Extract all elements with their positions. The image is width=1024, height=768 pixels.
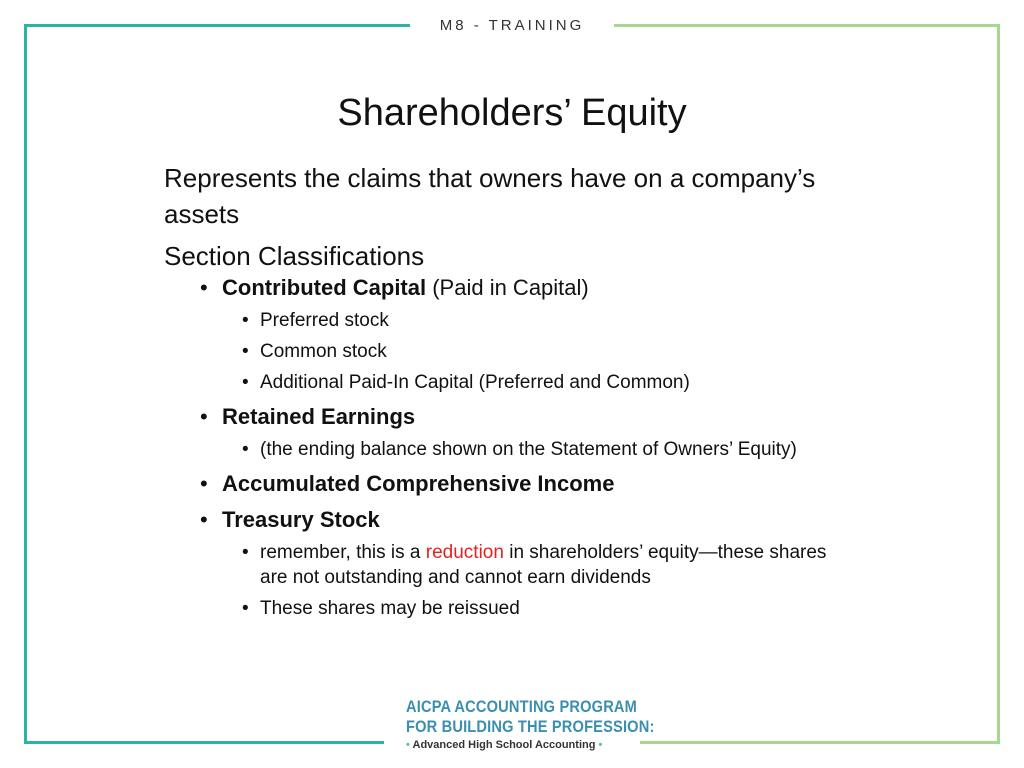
bullet-dot-icon: • [595, 739, 603, 751]
definition-text: Represents the claims that owners have on a company’s assets [164, 163, 816, 229]
logo-line-1: AICPA ACCOUNTING PROGRAM [406, 697, 638, 716]
treasury-stock-label: Treasury Stock [222, 507, 380, 532]
list-item-retained-earnings [164, 403, 844, 462]
contributed-sublist [222, 308, 844, 395]
logo-line-3 [406, 738, 626, 752]
frame-bottom-left [24, 741, 384, 744]
list-item: • Additional Paid-In Capital (Preferred and Common) [164, 370, 844, 395]
list-item-accumulated-income [164, 470, 844, 498]
list-item [164, 540, 844, 590]
frame-bottom-right [640, 741, 1000, 744]
treasury-note-suffix: in shareholders’ equity—these shares are not outstanding and cannot earn dividends [260, 542, 827, 588]
accumulated-income-label: Accumulated Comprehensive Income [222, 471, 615, 496]
module-label: M8 - TRAINING [439, 17, 585, 34]
slide-body [164, 160, 844, 621]
list-item-contributed-capital [164, 274, 844, 395]
logo-tagline: Advanced High School Accounting [412, 739, 596, 751]
retained-sublist [222, 437, 844, 462]
logo-line-2: FOR BUILDING THE PROFESSION: [406, 717, 655, 736]
retained-earnings-label: Retained Earnings [222, 404, 416, 429]
frame-top-right [614, 24, 1000, 27]
treasury-sublist [222, 540, 844, 621]
list-item-treasury-stock [164, 506, 844, 621]
contributed-capital-label: Contributed Capital [222, 275, 427, 300]
list-item: • (the ending balance shown on the Statement of Owners’ Equity) [164, 437, 844, 462]
contributed-capital-suffix: (Paid in Capital) [426, 275, 589, 300]
reduction-highlight: reduction [425, 542, 504, 563]
list-item: • Preferred stock [164, 308, 844, 333]
list-item: • These shares may be reissued [164, 596, 844, 621]
frame-top-left [24, 24, 410, 27]
bullet-dot-icon: • [406, 739, 413, 751]
list-item: • Common stock [164, 339, 844, 364]
slide-title: Shareholders’ Equity [337, 92, 687, 134]
aicpa-logo [406, 697, 655, 757]
treasury-note-prefix: remember, this is a [260, 542, 426, 563]
classification-list [164, 274, 844, 621]
section-heading: Section Classifications [164, 241, 425, 271]
